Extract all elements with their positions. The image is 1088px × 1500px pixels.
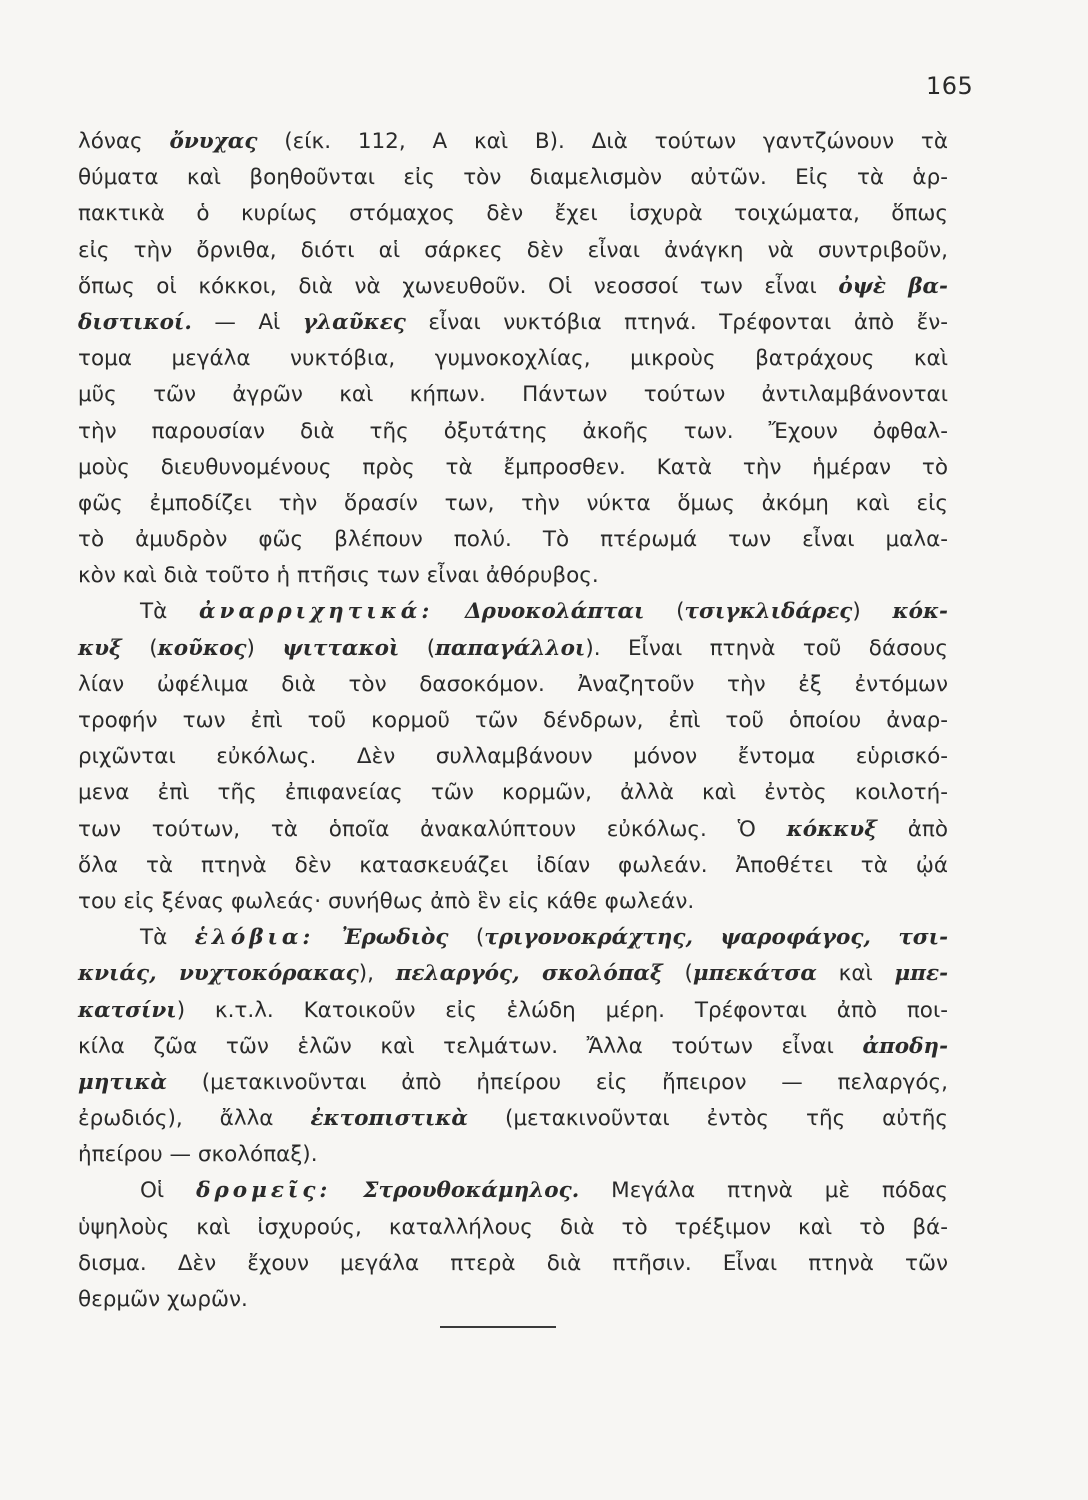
text-line: [78, 812, 948, 848]
emphasized-term: μπεκάτσα: [692, 961, 817, 987]
text-line: [78, 775, 948, 811]
text-segment: ὅλα τὰ πτηνὰ δὲν κατασκευάζει ἰδίαν φωλεάν. Ἀποθέτει τὰ ᾠά: [78, 852, 948, 878]
emphasized-term: ἑλόβια:: [194, 925, 315, 951]
text-line: [78, 1101, 948, 1137]
text-segment: ὑψηλοὺς καὶ ἰσχυρούς, καταλλήλους διὰ τὸ τρέξιμον καὶ τὸ βά-: [78, 1214, 948, 1240]
text-line: [78, 522, 948, 558]
text-line: [78, 414, 948, 450]
text-line: [78, 1029, 948, 1065]
emphasized-term: ὄνυχας: [169, 129, 258, 154]
text-segment: [433, 599, 465, 624]
body-text: [78, 124, 948, 1318]
text-segment: (: [644, 599, 685, 625]
text-line: [78, 160, 948, 196]
text-line: [78, 1246, 948, 1282]
text-line: [78, 269, 948, 305]
text-line: [78, 631, 948, 667]
text-segment: (: [448, 925, 485, 951]
text-segment: λίαν ὠφέλιμα διὰ τὸν δασοκόμον. Ἀναζητοῦν τὴν ἐξ ἐντόμων: [78, 671, 948, 697]
text-segment: ). Εἶναι πτηνὰ τοῦ δάσους: [585, 635, 948, 661]
text-segment: [314, 925, 341, 950]
text-segment: θύματα καὶ βοηθοῦνται εἰς τὸν διαμελισμὸν αὐτῶν. Εἰς τὰ ἁρ-: [78, 165, 948, 191]
text-segment: εἶναι νυκτόβια πτηνά. Τρέφονται ἀπὸ ἔν-: [405, 309, 948, 335]
text-line: [78, 920, 948, 956]
emphasized-term: ψαροφάγος,: [720, 925, 871, 951]
emphasized-term: Ἐρωδιὸς: [341, 925, 449, 951]
text-line: [78, 667, 948, 703]
emphasized-term: τριγονοκράχτης,: [484, 925, 693, 951]
text-segment: Οἱ: [140, 1178, 197, 1204]
text-segment: [331, 1178, 363, 1203]
text-line: [78, 558, 948, 594]
emphasized-term: κόκκυξ: [786, 816, 877, 842]
text-line: [78, 1173, 948, 1209]
text-segment: ),: [358, 961, 396, 987]
text-segment: τὴν παρουσίαν διὰ τῆς ὀξυτάτης ἀκοῆς των. Ἔχουν ὀφθαλ-: [78, 418, 948, 444]
text-segment: λόνας: [78, 129, 170, 154]
emphasized-term: κνιάς, νυχτοκόρακας: [78, 961, 359, 987]
text-line: [78, 884, 948, 920]
emphasized-term: κυξ: [78, 635, 122, 661]
emphasized-term: κοῦκος: [157, 635, 247, 661]
emphasized-term: τσι-: [898, 925, 948, 951]
text-line: [78, 1210, 948, 1246]
text-segment: τομα μεγάλα νυκτόβια, γυμνοκοχλίας, μικροὺς βατράχους καὶ: [78, 346, 948, 372]
footnote-rule: [440, 1326, 556, 1328]
text-segment: (είκ. 112, A καὶ B). Διὰ τούτων γαντζώνουν τὰ: [257, 129, 948, 154]
text-segment: Μεγάλα πτηνὰ μὲ πόδας: [579, 1178, 948, 1204]
text-segment: θερμῶν χωρῶν.: [78, 1287, 248, 1312]
emphasized-term: κόκ-: [892, 599, 948, 625]
text-segment: (: [121, 635, 158, 661]
emphasized-term: ὀψὲ βα-: [838, 273, 948, 299]
text-segment: ) κ.τ.λ. Κατοικοῦν εἰς ἑλώδη μέρη. Τρέφονται ἀπὸ ποι-: [176, 997, 948, 1023]
text-segment: (μετακινοῦνται ἐντὸς τῆς αὐτῆς: [467, 1106, 948, 1132]
emphasized-term: κατσίνι: [78, 997, 177, 1023]
text-segment: [871, 925, 898, 950]
text-segment: καὶ: [816, 961, 895, 987]
emphasized-term: παπαγάλλοι: [435, 635, 586, 661]
text-segment: κὸν καὶ διὰ τοῦτο ἡ πτῆσις των εἶναι ἀθόρυβος.: [78, 563, 599, 589]
text-line: [78, 1282, 948, 1318]
emphasized-term: Στρουθοκάμηλος.: [363, 1178, 580, 1204]
text-line: [78, 196, 948, 232]
text-segment: Τὰ: [140, 599, 200, 625]
text-line: [78, 233, 948, 269]
text-segment: (μετακινοῦνται ἀπὸ ἠπείρου εἰς ἤπειρον — πελαργός,: [166, 1069, 948, 1095]
text-line: [78, 305, 948, 341]
text-segment: ριχῶνται εὐκόλως. Δὲν συλλαμβάνουν μόνον ἔντομα εὑρισκό-: [78, 744, 948, 770]
emphasized-term: τσιγκλιδάρες: [684, 599, 853, 625]
emphasized-term: δρομεῖς:: [196, 1178, 332, 1204]
emphasized-term: γλαῦκες: [302, 309, 406, 335]
text-line: [78, 594, 948, 630]
emphasized-term: διστικοί.: [78, 309, 192, 335]
text-segment: ): [246, 635, 283, 661]
text-segment: τροφήν των ἐπὶ τοῦ κορμοῦ τῶν δένδρων, ἐπὶ τοῦ ὁποίου ἀναρ-: [78, 708, 948, 733]
text-segment: μῦς τῶν ἀγρῶν καὶ κήπων. Πάντων τούτων ἀντιλαμβάνονται: [78, 382, 948, 408]
text-segment: του εἰς ξένας φωλεάς· συνήθως ἀπὸ ἓν εἰς κάθε φωλεάν.: [78, 888, 695, 914]
text-line: [78, 486, 948, 522]
emphasized-term: μπε-: [894, 961, 949, 987]
text-segment: (: [399, 635, 436, 661]
text-segment: πακτικὰ ὁ κυρίως στόμαχος δὲν ἔχει ἰσχυρὰ τοιχώματα, ὅπως: [78, 201, 948, 227]
text-segment: κίλα ζῶα τῶν ἑλῶν καὶ τελμάτων. Ἄλλα τούτων εἶναι: [78, 1033, 863, 1059]
text-segment: ἠπείρου — σκολόπαξ).: [78, 1142, 318, 1168]
text-line: [78, 450, 948, 486]
text-segment: φῶς ἐμποδίζει τὴν ὅρασίν των, τὴν νύκτα ὅμως ἀκόμη καὶ εἰς: [78, 490, 948, 516]
text-line: [78, 993, 948, 1029]
text-line: [78, 1137, 948, 1173]
text-segment: ὅπως οἱ κόκκοι, διὰ νὰ χωνευθοῦν. Οἱ νεοσσοί των εἶναι: [78, 273, 839, 299]
text-segment: ): [852, 599, 893, 625]
text-segment: μοὺς διευθυνομένους πρὸς τὰ ἔμπροσθεν. Κατὰ τὴν ἡμέραν τὸ: [78, 454, 948, 480]
emphasized-term: ψιττακοὶ: [282, 635, 400, 661]
text-segment: δισμα. Δὲν ἔχουν μεγάλα πτερὰ διὰ πτῆσιν. Εἶναι πτηνὰ τῶν: [78, 1250, 948, 1276]
text-segment: μενα ἐπὶ τῆς ἐπιφανείας τῶν κορμῶν, ἀλλὰ καὶ ἐντὸς κοιλοτή-: [78, 780, 948, 806]
text-segment: ἀπὸ: [876, 816, 948, 842]
emphasized-term: ἀναρριχητικά:: [199, 599, 434, 625]
text-segment: (: [662, 961, 693, 987]
text-segment: [693, 925, 720, 950]
text-line: [78, 377, 948, 413]
emphasized-term: Δρυοκολάπται: [464, 599, 645, 625]
text-line: [78, 124, 948, 160]
emphasized-term: μητικὰ: [78, 1069, 167, 1095]
text-line: [78, 341, 948, 377]
text-segment: των τούτων, τὰ ὁποῖα ἀνακαλύπτουν εὐκόλως. Ὁ: [78, 816, 787, 842]
text-segment: εἰς τὴν ὄρνιθα, διότι αἱ σάρκες δὲν εἶναι ἀνάγκη νὰ συντριβοῦν,: [78, 237, 948, 263]
text-line: [78, 703, 948, 739]
text-line: [78, 739, 948, 775]
page-number: 165: [926, 72, 974, 100]
emphasized-term: πελαργός, σκολόπαξ: [395, 961, 663, 987]
text-line: [78, 848, 948, 884]
emphasized-term: ἀποδη-: [862, 1033, 948, 1059]
text-line: [78, 956, 948, 992]
emphasized-term: ἐκτοπιστικὰ: [310, 1106, 468, 1132]
text-segment: τὸ ἀμυδρὸν φῶς βλέπουν πολύ. Τὸ πτέρωμά των εἶναι μαλα-: [78, 527, 948, 553]
text-segment: — Αἱ: [191, 309, 303, 335]
text-segment: Τὰ: [140, 925, 195, 951]
text-line: [78, 1065, 948, 1101]
text-segment: ἐρωδιός), ἄλλα: [78, 1106, 311, 1132]
